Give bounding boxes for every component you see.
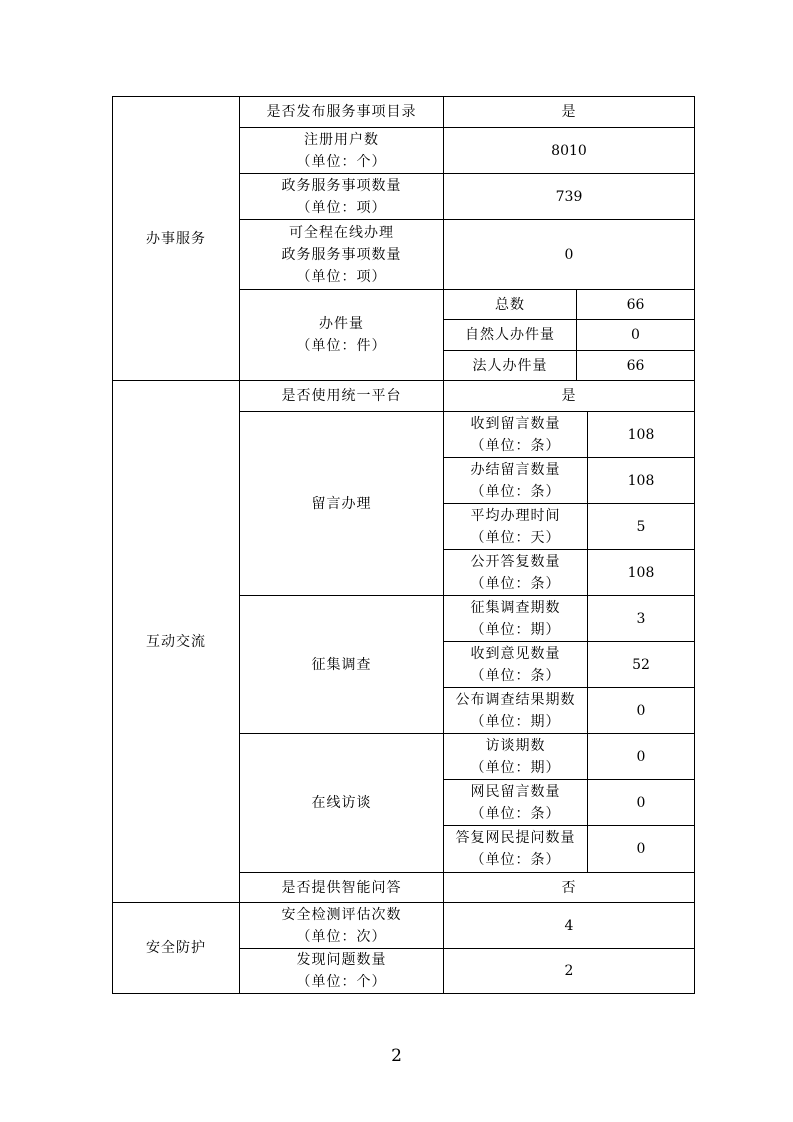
online-items-label: 可全程在线办理 政务服务事项数量 （单位：项） [281, 224, 402, 285]
survey-periods-label: 征集调查期数 （单位：期） [470, 599, 561, 638]
interview-periods-value: 0 [636, 748, 646, 765]
messages-public-label: 公开答复数量 （单位：条） [470, 553, 561, 592]
interview-label: 在线访谈 [311, 795, 372, 811]
volume-natural-label: 自然人办件量 [465, 327, 555, 343]
volume-natural-value: 0 [631, 327, 640, 343]
catalog-value: 是 [561, 104, 577, 120]
platform-label: 是否使用统一平台 [281, 388, 402, 404]
survey-opinions-value: 52 [632, 656, 650, 673]
section-label-interaction: 互动交流 [146, 633, 206, 650]
users-label: 注册用户数 （单位：个） [296, 131, 387, 170]
issues-label: 发现问题数量 （单位：个） [296, 952, 387, 990]
checks-value: 4 [564, 917, 574, 934]
survey-opinions-label: 收到意见数量 （单位：条） [470, 645, 561, 684]
issues-value: 2 [564, 963, 574, 979]
section-label-security: 安全防护 [146, 940, 206, 956]
users-value: 8010 [551, 142, 587, 159]
messages-public-value: 108 [627, 564, 655, 581]
messages-closed-label: 办结留言数量 （单位：条） [470, 461, 561, 500]
items-value: 739 [555, 188, 583, 205]
interview-answers-label: 答复网民提问数量 （单位：条） [455, 830, 576, 868]
messages-received-label: 收到留言数量 （单位：条） [470, 415, 561, 454]
items-label: 政务服务事项数量 （单位：项） [281, 177, 402, 216]
survey-periods-value: 3 [636, 610, 646, 627]
messages-avgtime-label: 平均办理时间 （单位：天） [470, 507, 561, 546]
interview-comments-label: 网民留言数量 （单位：条） [470, 783, 561, 822]
messages-closed-value: 108 [627, 472, 655, 489]
messages-label: 留言办理 [311, 495, 372, 512]
messages-received-value: 108 [627, 426, 655, 443]
volume-legal-label: 法人办件量 [472, 357, 548, 374]
survey-results-value: 0 [636, 702, 646, 719]
interview-answers-value: 0 [636, 841, 646, 857]
qa-label: 是否提供智能问答 [281, 879, 402, 896]
interview-periods-label: 访谈期数 （单位：期） [470, 737, 561, 776]
section-label-service: 办事服务 [146, 230, 206, 247]
survey-label: 征集调查 [311, 656, 372, 673]
checks-label: 安全检测评估次数 （单位：次） [281, 906, 402, 945]
survey-results-label: 公布调查结果期数 （单位：期） [455, 691, 576, 730]
volume-legal-value: 66 [626, 357, 645, 374]
page-number: 2 [391, 1046, 402, 1066]
platform-value: 是 [561, 388, 577, 404]
volume-label: 办件量 （单位：件） [296, 316, 387, 354]
qa-value: 否 [561, 879, 577, 896]
messages-avgtime-value: 5 [636, 518, 646, 535]
interview-comments-value: 0 [636, 794, 646, 811]
volume-total-label: 总数 [495, 296, 525, 313]
volume-total-value: 66 [626, 296, 645, 313]
online-items-value: 0 [564, 246, 574, 263]
catalog-label: 是否发布服务事项目录 [266, 104, 417, 120]
